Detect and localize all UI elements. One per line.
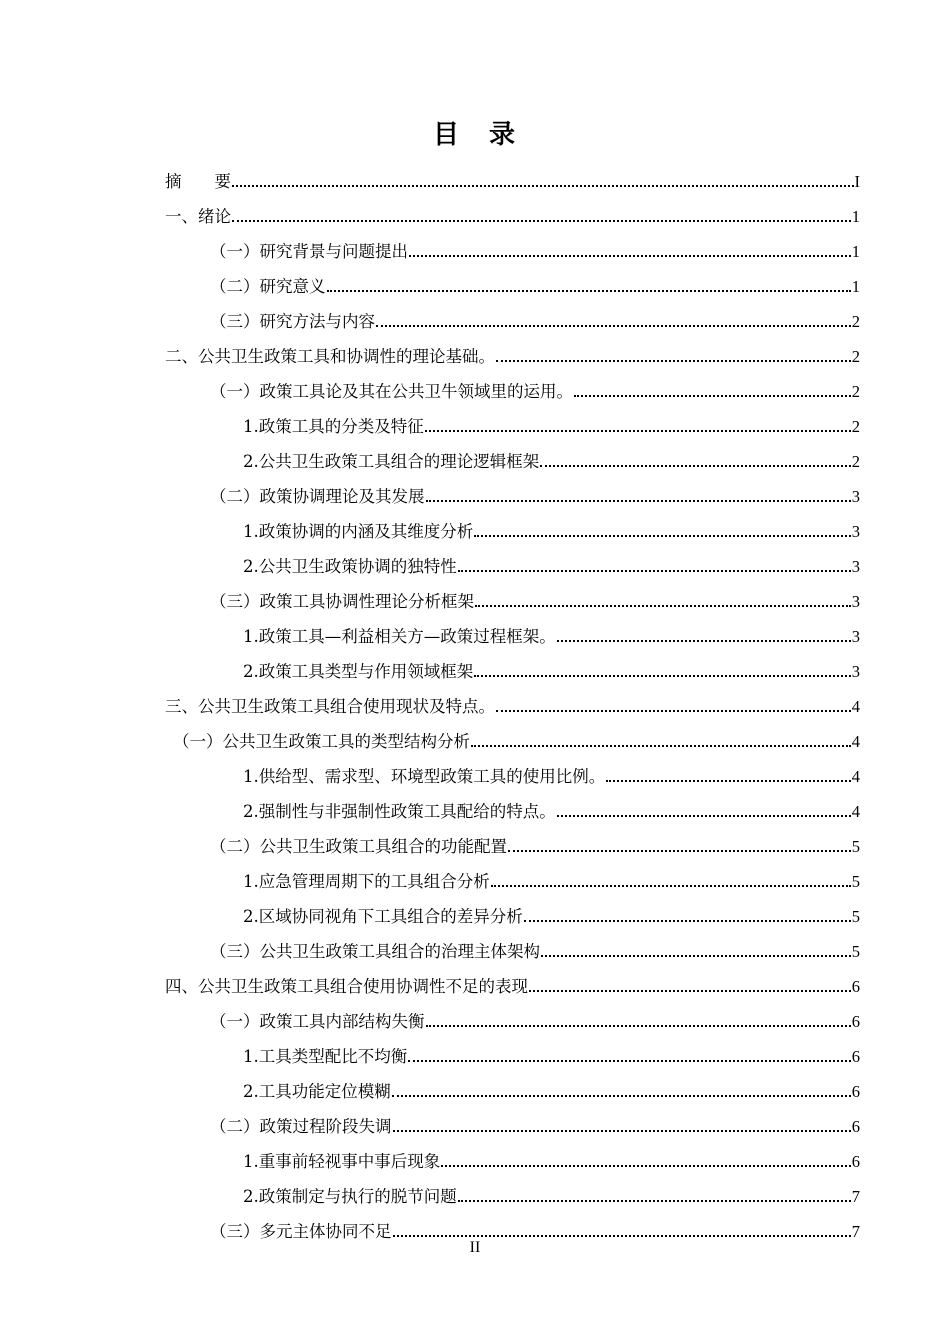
- toc-entry-page: 7: [851, 1187, 860, 1206]
- toc-dot-leader: [508, 850, 851, 852]
- toc-entry-page: I: [854, 172, 860, 191]
- toc-dot-leader: [327, 290, 851, 292]
- toc-entry[interactable]: [165, 718, 860, 753]
- toc-entry[interactable]: [165, 753, 860, 788]
- toc-dot-leader: [529, 990, 851, 992]
- toc-entry-page: 4: [851, 732, 860, 751]
- toc-entry-page: 3: [851, 487, 860, 506]
- toc-dot-leader: [557, 640, 851, 642]
- toc-entry[interactable]: [165, 1068, 860, 1103]
- toc-entry[interactable]: [165, 543, 860, 578]
- toc-entry-page: 7: [851, 1222, 860, 1241]
- toc-entry-label: 四、公共卫生政策工具组合使用协调性不足的表现: [165, 977, 528, 996]
- toc-entry[interactable]: [165, 508, 860, 543]
- toc-entry[interactable]: [165, 298, 860, 333]
- toc-entry-page: 5: [851, 942, 860, 961]
- toc-entry-label: 1.供给型、需求型、环境型政策工具的使用比例。: [243, 767, 606, 786]
- toc-entry-label: （二）政策过程阶段失调: [210, 1117, 392, 1136]
- toc-entry-page: 5: [851, 837, 860, 856]
- toc-entry-page: 2: [851, 452, 860, 471]
- toc-dot-leader: [540, 465, 851, 467]
- toc-entry-page: 2: [851, 312, 860, 331]
- toc-dot-leader: [524, 920, 851, 922]
- toc-entry[interactable]: [165, 648, 860, 683]
- toc-dot-leader: [496, 710, 851, 712]
- toc-entry[interactable]: [165, 193, 860, 228]
- toc-dot-leader: [541, 955, 851, 957]
- toc-entry-label: （三）研究方法与内容: [210, 312, 375, 331]
- toc-dot-leader: [574, 395, 851, 397]
- toc-entry-label: （三）公共卫生政策工具组合的治理主体架构: [210, 942, 540, 961]
- toc-entry[interactable]: [165, 578, 860, 613]
- toc-entry-page: 1: [851, 242, 860, 261]
- page-title: 目 录: [432, 120, 517, 150]
- toc-entry-label: （一）政策工具内部结构失衡: [210, 1012, 425, 1031]
- toc-dot-leader: [606, 780, 851, 782]
- toc-entry[interactable]: [165, 158, 860, 193]
- toc-entry-label: （一）研究背景与问题提出: [210, 242, 408, 261]
- toc-entry[interactable]: [165, 683, 860, 718]
- toc-entry-page: 6: [851, 1082, 860, 1101]
- toc-entry-label: 2.政策制定与执行的脱节问题: [243, 1187, 457, 1206]
- toc-entry-page: 4: [851, 767, 860, 786]
- toc-entry[interactable]: [165, 1173, 860, 1208]
- toc-entry-page: 3: [851, 627, 860, 646]
- toc-entry-label: （三）政策工具协调性理论分析框架: [210, 592, 474, 611]
- toc-entry-label: 1.政策工具的分类及特征: [243, 417, 424, 436]
- toc-entry[interactable]: [165, 823, 860, 858]
- toc-entry-page: 5: [851, 872, 860, 891]
- toc-dot-leader: [471, 745, 851, 747]
- toc-dot-leader: [393, 1130, 851, 1132]
- toc-dot-leader: [474, 535, 851, 537]
- toc-entry-page: 5: [851, 907, 860, 926]
- toc-entry[interactable]: [165, 858, 860, 893]
- toc-entry-label: 2.区域协同视角下工具组合的差异分析: [243, 907, 523, 926]
- toc-entry-label: 2.强制性与非强制性政策工具配给的特点。: [243, 802, 556, 821]
- toc-dot-leader: [409, 255, 851, 257]
- toc-entry-label: 摘 要: [165, 172, 231, 191]
- toc-dot-leader: [441, 1165, 851, 1167]
- toc-entry[interactable]: [165, 333, 860, 368]
- toc-entry[interactable]: [165, 998, 860, 1033]
- toc-entry-label: 一、绪论: [165, 207, 231, 226]
- toc-entry-page: 3: [851, 662, 860, 681]
- toc-entry-label: 1.工具类型配比不均衡: [243, 1047, 408, 1066]
- toc-entry-page: 6: [851, 1117, 860, 1136]
- toc-entry-page: 3: [851, 557, 860, 576]
- toc-dot-leader: [491, 885, 851, 887]
- toc-entry[interactable]: [165, 1208, 860, 1243]
- toc-entry[interactable]: [165, 928, 860, 963]
- toc-entry-page: 4: [851, 802, 860, 821]
- toc-entry[interactable]: [165, 893, 860, 928]
- toc-entry[interactable]: [165, 613, 860, 648]
- toc-dot-leader: [557, 815, 851, 817]
- toc-dot-leader: [408, 1060, 851, 1062]
- toc-dot-leader: [232, 185, 854, 187]
- toc-entry-label: 1.政策协调的内涵及其维度分析: [243, 522, 474, 541]
- toc-entry[interactable]: [165, 228, 860, 263]
- toc-entry-page: 6: [851, 1012, 860, 1031]
- toc-entry-page: 2: [851, 347, 860, 366]
- toc-dot-leader: [376, 325, 851, 327]
- toc-entry-page: 1: [851, 207, 860, 226]
- toc-entry[interactable]: [165, 473, 860, 508]
- toc-dot-leader: [426, 1025, 851, 1027]
- toc-entry-page: 2: [851, 382, 860, 401]
- toc-dot-leader: [393, 1235, 851, 1237]
- toc-entry-page: 3: [851, 592, 860, 611]
- toc-entry-label: （三）多元主体协同不足: [210, 1222, 392, 1241]
- toc-entry[interactable]: [165, 1138, 860, 1173]
- toc-dot-leader: [474, 675, 851, 677]
- toc-entry-label: （二）政策协调理论及其发展: [210, 487, 425, 506]
- toc-entry-page: 6: [851, 977, 860, 996]
- toc-entry-label: 2.工具功能定位模糊: [243, 1082, 391, 1101]
- toc-entry[interactable]: [165, 263, 860, 298]
- toc-dot-leader: [458, 1200, 851, 1202]
- toc-entry-label: （二）研究意义: [210, 277, 326, 296]
- page-number: II: [469, 1239, 481, 1256]
- toc-dot-leader: [426, 500, 851, 502]
- toc-dot-leader: [425, 430, 851, 432]
- toc-entry-label: （一）政策工具论及其在公共卫牛领域里的运用。: [210, 382, 573, 401]
- toc-entry[interactable]: [165, 368, 860, 403]
- toc-dot-leader: [458, 570, 851, 572]
- toc-entry-label: （二）公共卫生政策工具组合的功能配置: [210, 837, 507, 856]
- toc-dot-leader: [232, 220, 851, 222]
- toc-entry-label: 三、公共卫生政策工具组合使用现状及特点。: [165, 697, 495, 716]
- toc-entry-page: 6: [851, 1152, 860, 1171]
- toc-entry-label: 1.政策工具—利益相关方—政策过程框架。: [243, 627, 556, 646]
- toc-entry[interactable]: [165, 1033, 860, 1068]
- toc-entry[interactable]: [165, 438, 860, 473]
- toc-entry[interactable]: [165, 788, 860, 823]
- toc-entry[interactable]: [165, 963, 860, 998]
- toc-dot-leader: [496, 360, 851, 362]
- toc-entry-label: 1.应急管理周期下的工具组合分析: [243, 872, 490, 891]
- toc-entry-page: 2: [851, 417, 860, 436]
- toc-entry-page: 6: [851, 1047, 860, 1066]
- toc-entry-label: 2.政策工具类型与作用领域框架: [243, 662, 474, 681]
- toc-entry-page: 3: [851, 522, 860, 541]
- toc-dot-leader: [392, 1095, 851, 1097]
- toc-entry[interactable]: [165, 403, 860, 438]
- toc-entry-label: 2.公共卫生政策协调的独特性: [243, 557, 457, 576]
- table-of-contents: [165, 158, 860, 1243]
- toc-entry-label: 1.重事前轻视事中事后现象: [243, 1152, 441, 1171]
- toc-entry-page: 4: [851, 697, 860, 716]
- toc-entry-page: 1: [851, 277, 860, 296]
- toc-dot-leader: [475, 605, 851, 607]
- toc-entry-label: （一）公共卫生政策工具的类型结构分析: [173, 732, 470, 751]
- toc-entry-label: 二、公共卫生政策工具和协调性的理论基础。: [165, 347, 495, 366]
- toc-entry-label: 2.公共卫生政策工具组合的理论逻辑框架: [243, 452, 540, 471]
- toc-entry[interactable]: [165, 1103, 860, 1138]
